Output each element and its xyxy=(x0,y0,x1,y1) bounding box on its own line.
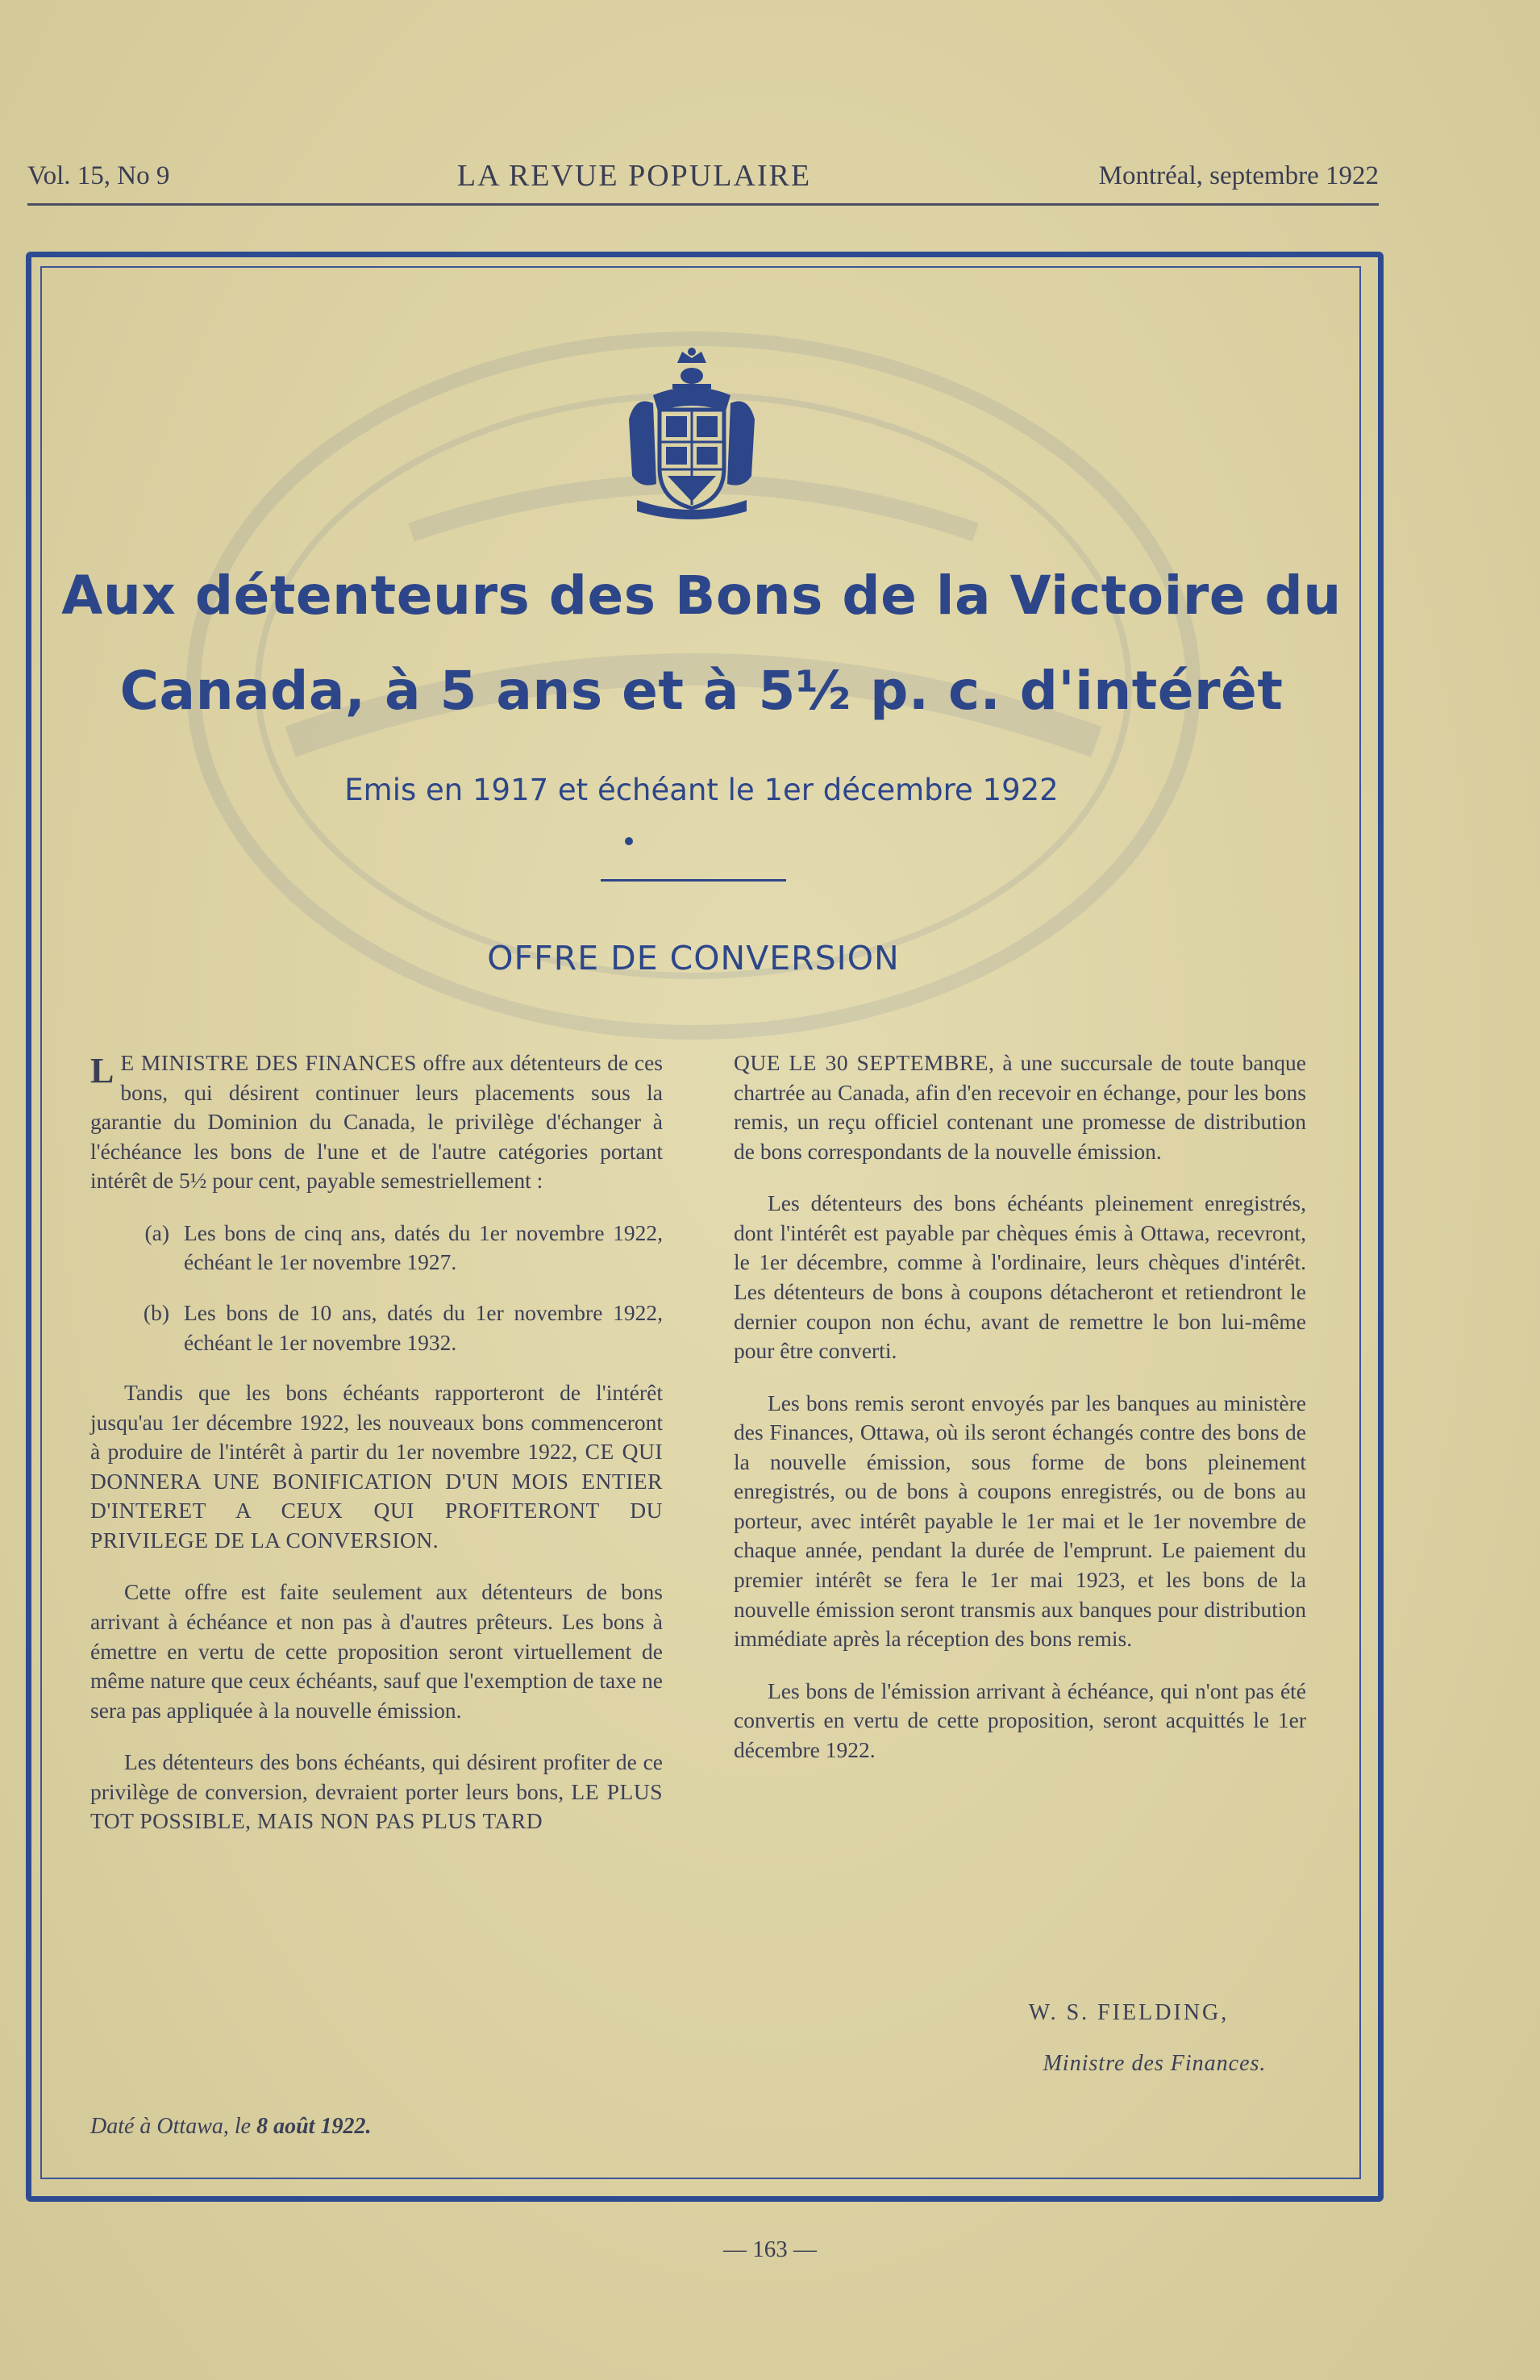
intro-caps: E MINISTRE DES FINANCES xyxy=(120,1050,417,1075)
magazine-title: LA REVUE POPULAIRE xyxy=(456,159,812,193)
running-header xyxy=(27,152,1379,200)
paragraph-bonus xyxy=(90,1378,663,1555)
dateline-prefix: Daté à Ottawa, le xyxy=(90,2114,257,2139)
paragraph-deadline-cont xyxy=(734,1048,1306,1166)
paragraph-deadline xyxy=(90,1748,663,1836)
intro-text: offre aux détenteurs de ces bons, qui désirent continuer leurs placements sous la garantie du Dominion du Canada, le privilège d'échanger à l'échéance les bons de l'une et de l'autre catégories portant intérêt de 5½ pour cent, payable semestriellement : xyxy=(90,1050,664,1194)
paragraph-exchange: Les bons remis seront envoyés par les banques au ministère des Finances, Ottawa, où ils seront échangés contre des bons de la nouvelle émission, sous forme de bons pleinement enregistrés, ou de bons à coupons enregistrés, ou de bons au porteur, avec intérêt payable le 1er mai et le 1er novembre de chaque année, pendant la durée de l'emprunt. Le paiement du premier intérêt se fera le 1er mai 1923, et les bons de la nouvelle émission seront transmis aux banques pour distribution immédiate après la réception des bons remis. xyxy=(734,1390,1306,1652)
ad-subtitle: Emis en 1917 et échéant le 1er décembre 1922 xyxy=(344,773,1059,807)
coat-of-arms-icon xyxy=(621,347,763,524)
header-rule xyxy=(27,203,1379,206)
list-item-text: Les bons de 10 ans, datés du 1er novembre 1922, échéant le 1er novembre 1932. xyxy=(184,1299,663,1355)
deadline-caps: LE PLUS TOT POSSIBLE, MAIS NON PAS PLUS TARD xyxy=(90,1778,664,1834)
deadline-cont-text: à une succursale de toute banque chartrée au Canada, afin d'en recevoir en échange, pour les bons remis, un reçu officiel contenant une promesse de distribution de bons correspondants de la nouvelle émission. xyxy=(734,1050,1306,1164)
deadline-cont-caps: QUE LE 30 SEPTEMBRE, xyxy=(734,1050,995,1075)
paragraph-unconverted: Les bons de l'émission arrivant à échéance, qui n'ont pas été convertis en vertu de cette proposition, seront acquittés le 1er décembre 1922. xyxy=(734,1678,1306,1762)
signature-name: W. S. FIELDING, xyxy=(1028,2000,1230,2025)
dateline xyxy=(90,2114,655,2140)
deadline-text: Les détenteurs des bons échéants, qui désirent profiter de ce privilège de conversion, devraient porter leurs bons, xyxy=(90,1749,663,1804)
page-number: — 163 — xyxy=(723,2236,817,2262)
dateline-date: 8 août 1922. xyxy=(256,2114,372,2139)
paragraph-eligibility: Cette offre est faite seulement aux détenteurs de bons arrivant à échéance et non pas à d'autres prêteurs. Les bons à émettre en vertu de cette proposition seront virtuellement de même nature que ceux échéants, sauf que l'exemption de taxe ne sera pas appliquée à la nouvelle émission. xyxy=(90,1579,663,1723)
bonus-caps: CE QUI DONNERA UNE BONIFICATION D'UN MOIS ENTIER D'INTERET A CEUX QUI PROFITERONT DU PRIVILEGE DE LA CONVERSION. xyxy=(90,1439,663,1553)
list-item-text: Les bons de cinq ans, datés du 1er novembre 1922, échéant le 1er novembre 1927. xyxy=(184,1219,663,1275)
list-item-label: (a) xyxy=(144,1219,169,1245)
paragraph-intro xyxy=(90,1048,663,1196)
ad-title-line-1: Aux détenteurs des Bons de la Victoire du xyxy=(61,565,1342,627)
left-column xyxy=(90,1048,663,1859)
bonus-text: Tandis que les bons échéants rapporteront de l'intérêt jusqu'au 1er décembre 1922, les nouveaux bons commenceront à produire de l'intérêt à partir du 1er novembre 1922, xyxy=(90,1380,663,1465)
volume-number: Vol. 15, No 9 xyxy=(27,160,170,190)
list-item xyxy=(90,1298,663,1357)
paragraph-registered: Les détenteurs des bons échéants pleinement enregistrés, dont l'intérêt est payable par chèques émis à Ottawa, recevront, le 1er décembre, comme à l'ordinaire, leurs chèques d'intérêt. Les détenteurs de bons à coupons détacheront et retiendront le dernier coupon non échu, avant de remettre le bon lui-même pour être converti. xyxy=(734,1190,1306,1364)
ornament-dot xyxy=(625,837,633,845)
list-item-label: (b) xyxy=(143,1299,169,1325)
right-column xyxy=(734,1048,1306,1787)
section-heading: OFFRE DE CONVERSION xyxy=(487,939,900,977)
ornament-rule xyxy=(601,879,786,882)
list-item xyxy=(90,1219,663,1278)
signature-title: Ministre des Finances. xyxy=(1043,2051,1267,2076)
ad-title-line-2: Canada, à 5 ans et à 5½ p. c. d'intérêt xyxy=(119,660,1284,722)
issue-place-date: Montréal, septembre 1922 xyxy=(1098,160,1379,190)
dropcap: L xyxy=(90,1051,114,1090)
